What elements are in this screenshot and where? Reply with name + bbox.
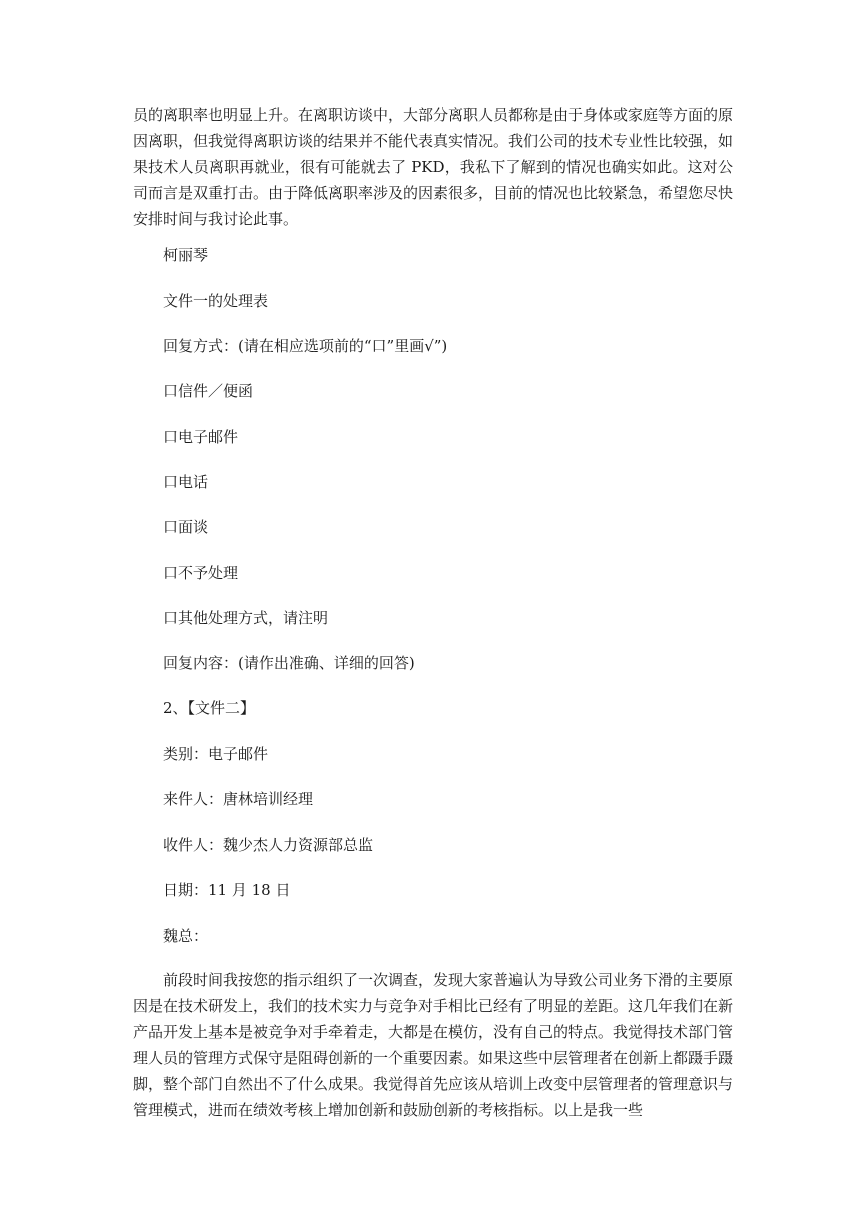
option-no-action: 口不予处理: [163, 564, 239, 582]
recipient-line: 收件人：魏少杰人力资源部总监: [163, 836, 374, 854]
body-paragraph-1: 员的离职率也明显上升。在离职访谈中，大部分离职人员都称是由于身体或家庭等方面的原因离职，但我觉得离职访谈的结果并不能代表真实情况。我们公司的技术专业性比较强，如果技术人员离职再就业，很有可能就去了 PKD，我私下了解到的情况也确实如此。这对公司而言是双重打击。由于降低离职率涉及的因素很多，目前的情况也比较紧急，希望您尽快安排时间与我讨论此事。: [133, 106, 734, 228]
document-2-heading: 2、【文件二】: [163, 699, 256, 717]
signature: 柯丽琴: [163, 246, 209, 264]
greeting: 魏总：: [163, 927, 209, 945]
body-paragraph-2: 前段时间我按您的指示组织了一次调查，发现大家普遍认为导致公司业务下滑的主要原因是在技术研发上，我们的技术实力与竞争对手相比已经有了明显的差距。这几年我们在新产品开发上基本是被竞争对手牵着走，大都是在模仿，没有自己的特点。我觉得技术部门管理人员的管理方式保守是阻碍创新的一个重要因素。如果这些中层管理者在创新上都蹑手蹑脚，整个部门自然出不了什么成果。我觉得首先应该从培训上改变中层管理者的管理意识与管理模式，进而在绩效考核上增加创新和鼓励创新的考核指标。以上是我一些: [133, 971, 734, 1119]
reply-content-label: 回复内容：(请作出准确、详细的回答): [163, 654, 415, 672]
form-title: 文件一的处理表: [163, 292, 269, 310]
option-letter: 口信件／便函: [163, 382, 254, 400]
option-phone: 口电话: [163, 473, 209, 491]
category-line: 类别：电子邮件: [163, 745, 269, 763]
sender-line: 来件人：唐林培训经理: [163, 790, 314, 808]
option-meeting: 口面谈: [163, 518, 209, 536]
option-other: 口其他处理方式，请注明: [163, 609, 329, 627]
date-line: 日期：11 月 18 日: [163, 881, 291, 899]
option-email: 口电子邮件: [163, 428, 239, 446]
reply-method-label: 回复方式：(请在相应选项前的“口”里画√”): [163, 337, 448, 355]
